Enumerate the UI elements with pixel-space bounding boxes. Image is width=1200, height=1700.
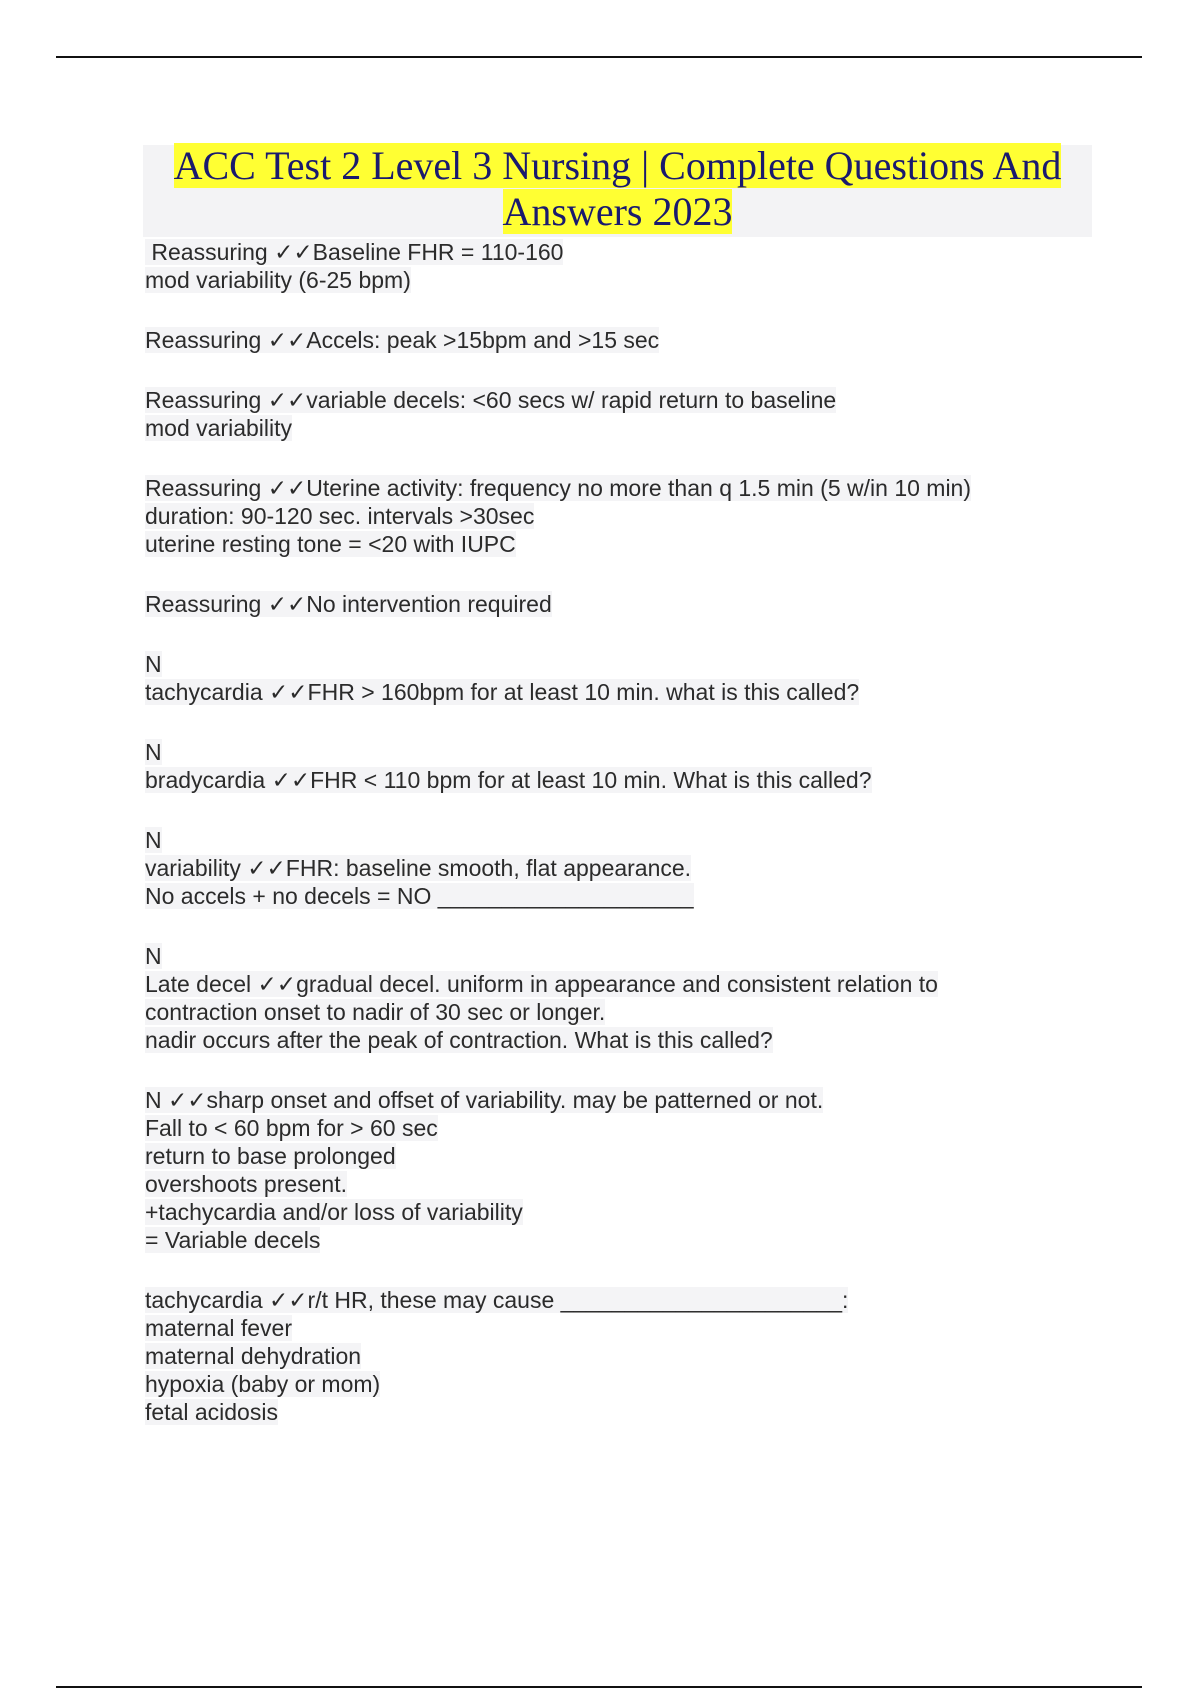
qa-entry xyxy=(145,1286,1045,1426)
qa-entry xyxy=(145,650,1045,706)
qa-line-text: = Variable decels xyxy=(145,1227,321,1253)
qa-line-text: contraction onset to nadir of 30 sec or longer. xyxy=(145,999,606,1025)
qa-line xyxy=(145,766,1045,794)
qa-line-text: Reassuring ✓✓Baseline FHR = 110-160 xyxy=(145,239,564,265)
qa-line-text: overshoots present. xyxy=(145,1171,348,1197)
qa-line xyxy=(145,970,1045,998)
qa-line-text: variability ✓✓FHR: baseline smooth, flat appearance. xyxy=(145,855,692,881)
qa-line xyxy=(145,414,1045,442)
qa-line-text: Reassuring ✓✓variable decels: <60 secs w/ rapid return to baseline xyxy=(145,387,837,413)
qa-line xyxy=(145,942,1045,970)
qa-line-text: maternal dehydration xyxy=(145,1343,362,1369)
qa-line-text: mod variability (6-25 bpm) xyxy=(145,267,411,293)
qa-line xyxy=(145,1314,1045,1342)
qa-line-text: mod variability xyxy=(145,415,292,441)
qa-line-text: N xyxy=(145,827,162,853)
qa-line xyxy=(145,882,1045,910)
title-line-2: Answers 2023 xyxy=(502,189,733,234)
qa-line-text: N xyxy=(145,739,162,765)
qa-line-text: fetal acidosis xyxy=(145,1399,278,1425)
qa-line xyxy=(145,1398,1045,1426)
qa-line xyxy=(145,678,1045,706)
qa-line xyxy=(145,326,1045,354)
qa-line xyxy=(145,738,1045,766)
qa-line xyxy=(145,1086,1045,1114)
qa-line xyxy=(145,1226,1045,1254)
qa-line xyxy=(145,1142,1045,1170)
qa-line-text: Reassuring ✓✓Uterine activity: frequency no more than q 1.5 min (5 w/in 10 min) xyxy=(145,475,972,501)
qa-entry xyxy=(145,738,1045,794)
qa-line xyxy=(145,590,1045,618)
qa-line-text: duration: 90-120 sec. intervals >30sec xyxy=(145,503,535,529)
qa-entry xyxy=(145,474,1045,558)
qa-line-text: bradycardia ✓✓FHR < 110 bpm for at least 10 min. What is this called? xyxy=(145,767,872,793)
qa-line xyxy=(145,266,1045,294)
qa-line-text: N xyxy=(145,943,162,969)
qa-line-text: Reassuring ✓✓No intervention required xyxy=(145,591,552,617)
qa-line xyxy=(145,1198,1045,1226)
qa-line-text: uterine resting tone = <20 with IUPC xyxy=(145,531,516,557)
qa-line xyxy=(145,386,1045,414)
qa-line-text: N xyxy=(145,651,162,677)
qa-line xyxy=(145,474,1045,502)
qa-entry xyxy=(145,326,1045,354)
qa-line-text: +tachycardia and/or loss of variability xyxy=(145,1199,523,1225)
top-rule xyxy=(56,56,1142,58)
qa-line xyxy=(145,530,1045,558)
qa-entry xyxy=(145,590,1045,618)
qa-list xyxy=(145,238,1045,1458)
qa-entry xyxy=(145,942,1045,1054)
qa-line xyxy=(145,1026,1045,1054)
qa-line-text: Fall to < 60 bpm for > 60 sec xyxy=(145,1115,438,1141)
qa-line-text: tachycardia ✓✓r/t HR, these may cause ______________________: xyxy=(145,1287,849,1313)
qa-line xyxy=(145,826,1045,854)
qa-line-text: nadir occurs after the peak of contraction. What is this called? xyxy=(145,1027,773,1053)
qa-line-text: maternal fever xyxy=(145,1315,293,1341)
qa-line xyxy=(145,238,1045,266)
qa-line xyxy=(145,1370,1045,1398)
qa-line-text: N ✓✓sharp onset and offset of variability. may be patterned or not. xyxy=(145,1087,824,1113)
qa-line xyxy=(145,1342,1045,1370)
qa-line-text: return to base prolonged xyxy=(145,1143,396,1169)
qa-line xyxy=(145,502,1045,530)
qa-line xyxy=(145,1286,1045,1314)
qa-line xyxy=(145,1170,1045,1198)
document-title xyxy=(143,143,1092,235)
qa-entry xyxy=(145,1086,1045,1254)
qa-line xyxy=(145,650,1045,678)
qa-line xyxy=(145,854,1045,882)
qa-entry xyxy=(145,238,1045,294)
qa-line xyxy=(145,1114,1045,1142)
qa-line-text: Late decel ✓✓gradual decel. uniform in appearance and consistent relation to xyxy=(145,971,938,997)
qa-entry xyxy=(145,826,1045,910)
title-line-1: ACC Test 2 Level 3 Nursing | Complete Questions And xyxy=(173,143,1062,188)
qa-line-text: Reassuring ✓✓Accels: peak >15bpm and >15 sec xyxy=(145,327,660,353)
bottom-rule xyxy=(56,1686,1142,1688)
qa-line xyxy=(145,998,1045,1026)
qa-line-text: hypoxia (baby or mom) xyxy=(145,1371,381,1397)
qa-entry xyxy=(145,386,1045,442)
qa-line-text: tachycardia ✓✓FHR > 160bpm for at least 10 min. what is this called? xyxy=(145,679,860,705)
qa-line-text: No accels + no decels = NO ____________________ xyxy=(145,883,694,909)
